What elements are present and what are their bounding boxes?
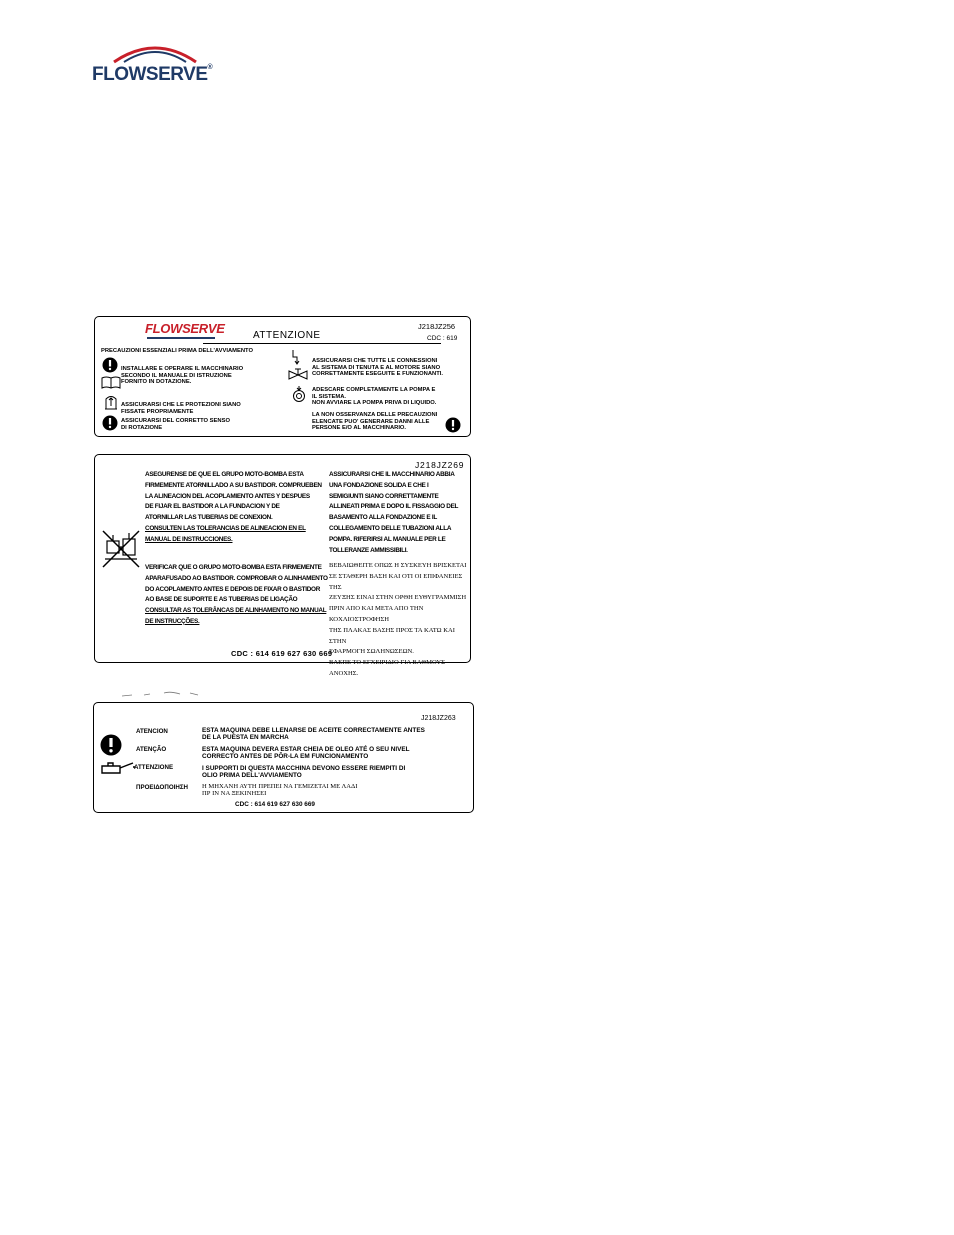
priming-icon bbox=[292, 385, 306, 403]
guard-icon bbox=[104, 394, 118, 410]
text-italian: ASSICURARSI CHE IL MACCHINARIO ABBIA UNA FONDAZIONE SOLIDA E CHE I SEMIGIUNTI SIANO CORRETTAMENTE ALLINEATI PRIMA E DOPO IL FISSAGGIO DEL BASAMENTO ALLA FONDAZIONE E IL COLLEGAMENTO DELLE TUBAZIONI ALLA POMPA. RIFERIRSI AL MANUALE PER LE TOLLERANZE AMMISSIBILI. bbox=[329, 471, 459, 554]
label-code: J218JZ256 bbox=[418, 322, 456, 331]
logo-arc-icon bbox=[110, 40, 200, 64]
exclamation-icon bbox=[102, 357, 118, 373]
instruction-guards: ASSICURARSI CHE LE PROTEZIONI SIANO FISSATE PROPRIAMENTE bbox=[121, 402, 241, 415]
warning-label-italian bbox=[94, 316, 471, 437]
label-heading: PRECAUZIONI ESSENZIALI PRIMA DELL'AVVIAMENTO bbox=[101, 348, 253, 354]
lang-label: ATTENZIONE bbox=[134, 764, 174, 771]
warning-text: ESTA MAQUINA DEBE LLENARSE DE ACEITE CORRECTAMENTE ANTES DE LA PUESTA EN MARCHA bbox=[202, 727, 425, 742]
label-code: J218JZ263 bbox=[421, 715, 456, 722]
exclamation-icon bbox=[445, 417, 461, 433]
label-code: J218JZ269 bbox=[415, 460, 465, 470]
instruction-warning: LA NON OSSERVANZA DELLE PRECAUZIONI ELENCATE PUO' GENERARE DANNI ALLE PERSONE E/O AL MACCHINARIO. bbox=[312, 412, 438, 432]
label-brand: FLOWSERVE bbox=[145, 321, 225, 336]
manual-book-icon bbox=[101, 376, 121, 389]
exclamation-icon bbox=[100, 734, 122, 756]
brand-underline bbox=[147, 337, 215, 339]
text-spanish: ASEGURENSE DE QUE EL GRUPO MOTO-BOMBA ESTA FIRMEMENTE ATORNILLADO A SU BASTIDOR. COMPRUEBEN LA ALINEACION DEL ACOPLAMIENTO ANTES Y DESPUES DE FIJAR EL BASTIDOR A LA FUNDACION Y DE ATORNILLAR LAS TUBERIAS DE CONEXION. bbox=[145, 471, 322, 522]
label-cdc: CDC : 614 619 627 630 669 bbox=[235, 801, 315, 808]
logo-text: FLOWSERVE® bbox=[92, 64, 213, 85]
crossed-out-pump-icon bbox=[101, 529, 141, 569]
valve-icon bbox=[288, 368, 308, 382]
lightning-icon bbox=[290, 349, 302, 365]
lang-label: ATENÇÃO bbox=[136, 746, 167, 753]
warning-text: Η ΜΗΧΑΝΗ ΑΥΤΗ ΠΡΕΠΕΙ ΝΑ ΓΕΜΙΖΕΤΑΙ ΜΕ ΛΑΔΙ ΠΡ ΙΝ ΝΑ ΞΕΚΙΝΗΣΕΙ bbox=[202, 783, 358, 798]
label-cdc: CDC : 619 bbox=[427, 335, 458, 342]
scan-mark bbox=[120, 689, 210, 699]
instruction-install: INSTALLARE E OPERARE IL MACCHINARIO SECONDO IL MANUALE DI ISTRUZIONE FORNITO IN DOTAZIONE. bbox=[121, 366, 244, 386]
warning-text: ESTA MAQUINA DEVERA ESTAR CHEIA DE OLEO ATÉ O SEU NIVEL CORRECTO ANTES DE PÔR-LA EM FUNCIONAMENTO bbox=[202, 746, 410, 761]
title-rule bbox=[203, 343, 441, 344]
alignment-label bbox=[94, 454, 471, 677]
text-spanish-tolerance: CONSULTEN LAS TOLERANCIAS DE ALINEACION EN EL MANUAL DE INSTRUCCIONES. bbox=[145, 525, 306, 543]
lang-label: ΠΡΟΕΙΔΟΠΟΙΗΣΗ bbox=[136, 784, 188, 791]
oil-fill-label bbox=[93, 702, 474, 813]
warning-text: I SUPPORTI DI QUESTA MACCHINA DEVONO ESSERE RIEMPITI DI OLIO PRIMA DELL'AVVIAMENTO bbox=[202, 765, 406, 780]
flowserve-logo bbox=[90, 40, 213, 90]
text-portuguese-tolerance: CONSULTAR AS TOLERÂNCAS DE ALINHAMENTO NO MANUAL DE INSTRUCÇÕES. bbox=[145, 607, 327, 625]
label-cdc: CDC : 614 619 627 630 669 bbox=[231, 649, 333, 658]
instruction-rotation: ASSICURARSI DEL CORRETTO SENSO DI ROTAZIONE bbox=[121, 418, 230, 431]
instruction-connections: ASSICURARSI CHE TUTTE LE CONNESSIONI AL SISTEMA DI TENUTA E AL MOTORE SIANO CORRETTAMENTE ESEGUITE E FUNZIONANTI. bbox=[312, 358, 443, 378]
text-greek: ΒΕΒΑΙΩΘΕΙΤΕ ΟΠΩΣ Η ΣΥΣΚΕΥΗ ΒΡΙΣΚΕΤΑΙ ΣΕ ΣΤΑΘΕΡΗ ΒΑΣΗ ΚΑΙ ΟΤΙ ΟΙ ΕΠΙΦΑΝΕΙΕΣ ΤΗΣ ΖΕΥΞΗΣ ΕΙΝΑΙ ΣΤΗΝ ΟΡΘΗ ΕΥΘΥΓΡΑΜΜΙΣΗ ΠΡΙΝ ΑΠΟ ΚΑΙ ΜΕΤΑ ΑΠΟ ΤΗΝ ΚΟΧΛΙΟΣΤΡΟΦΗΣΗ ΤΗΣ ΠΛΑΚΑΣ ΒΑΣΗΣ ΠΡΟΣ ΤΑ ΚΑΤΩ ΚΑΙ ΣΤΗΝ ΕΦΑΡΜΟΓΗ ΣΩΛΗΝΩΣΕΩΝ. ΒΛΕΠΕ ΤΟ ΕΓΧΕΙΡΙΔΙΟ ΓΙΑ ΒΑΘΜΟΥΣ ΑΝΟΧΗΣ. bbox=[329, 562, 467, 677]
text-portuguese: VERIFICAR QUE O GRUPO MOTO-BOMBA ESTA FIRMEMENTE APARAFUSADO AO BASTIDOR. COMPROBAR O ALINHAMENTO DO ACOPLAMENTO ANTES E DEPOIS DE FIXAR O BASTIDOR AO BASE DE SUPORTE E AS TUBERIAS DE LIGAÇÃO bbox=[145, 564, 328, 604]
oil-can-icon bbox=[100, 760, 136, 776]
exclamation-icon bbox=[102, 415, 118, 431]
lang-label: ATENCION bbox=[136, 728, 168, 735]
label-title: ATTENZIONE bbox=[253, 330, 321, 341]
instruction-priming: ADESCARE COMPLETAMENTE LA POMPA E IL SISTEMA. NON AVVIARE LA POMPA PRIVA DI LIQUIDO. bbox=[312, 387, 437, 407]
